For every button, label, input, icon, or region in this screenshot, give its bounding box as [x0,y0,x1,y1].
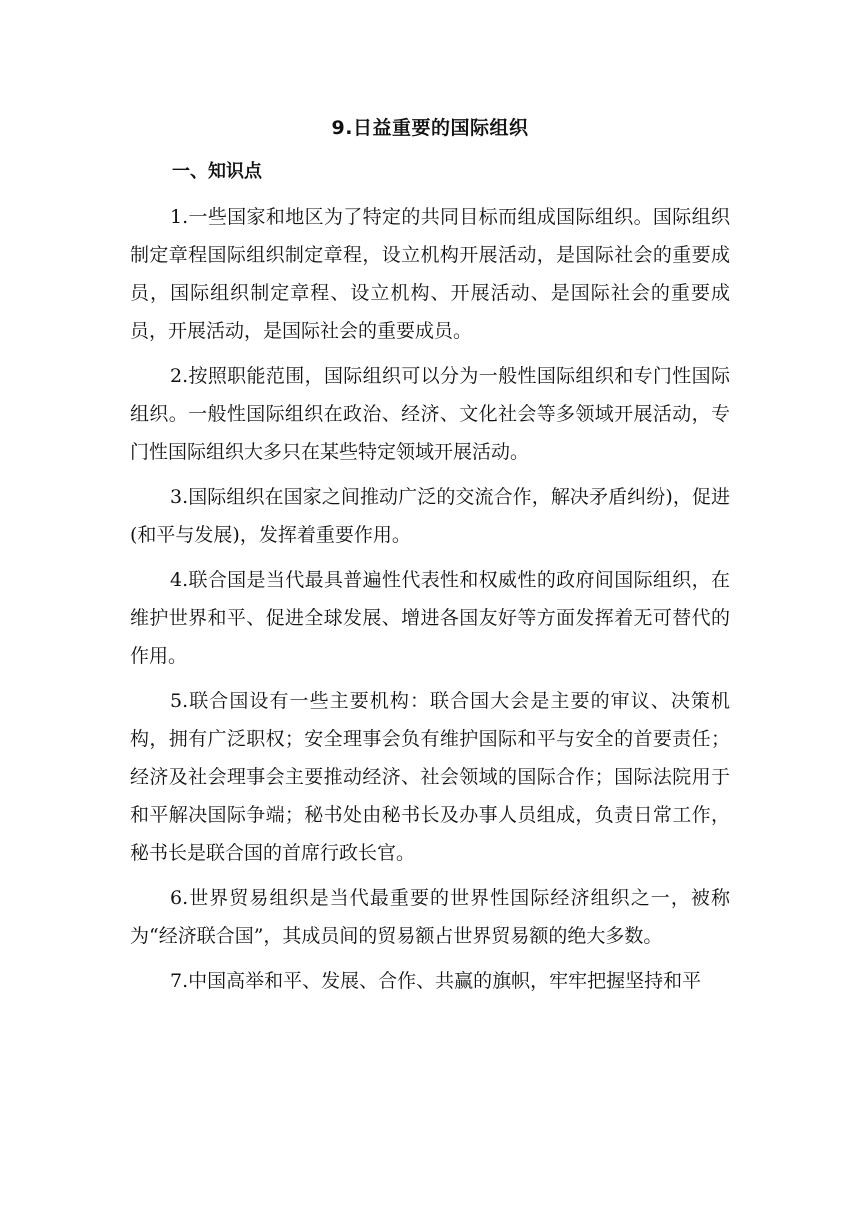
paragraph-2: 2.按照职能范围，国际组织可以分为一般性国际组织和专门性国际组织。一般性国际组织在政治、经济、文化社会等多领域开展活动，专门性国际组织大多只在某些特定领域开展活动。 [130,365,730,463]
body-text [130,198,730,1007]
section-heading: 一、知识点 [172,161,262,182]
page-title: 9.日益重要的国际组织 [331,117,529,139]
paragraph-1: 1.一些国家和地区为了特定的共同目标而组成国际组织。国际组织制定章程国际组织制定章程，设立机构开展活动，是国际社会的重要成员，国际组织制定章程、设立机构、开展活动、是国际社会的重要成员，开展活动，是国际社会的重要成员。 [130,206,730,342]
paragraph-5: 5.联合国设有一些主要机构：联合国大会是主要的审议、决策机构，拥有广泛职权；安全理事会负有维护国际和平与安全的首要责任；经济及社会理事会主要推动经济、社会领域的国际合作；国际法院用于和平解决国际争端；秘书处由秘书长及办事人员组成，负责日常工作，秘书长是联合国的首席行政长官。 [130,690,730,864]
paragraph-6: 6.世界贸易组织是当代最重要的世界性国际经济组织之一，被称为“经济联合国”，其成员间的贸易额占世界贸易额的绝大多数。 [130,887,730,947]
paragraph-3: 3.国际组织在国家之间推动广泛的交流合作，解决矛盾纠纷)，促进(和平与发展)，发挥着重要作用。 [130,486,730,546]
paragraph-7: 7.中国高举和平、发展、合作、共赢的旗帜，牢牢把握坚持和平 [170,970,702,992]
paragraph-4: 4.联合国是当代最具普遍性代表性和权威性的政府间国际组织，在维护世界和平、促进全球发展、增进各国友好等方面发挥着无可替代的作用。 [130,569,730,667]
